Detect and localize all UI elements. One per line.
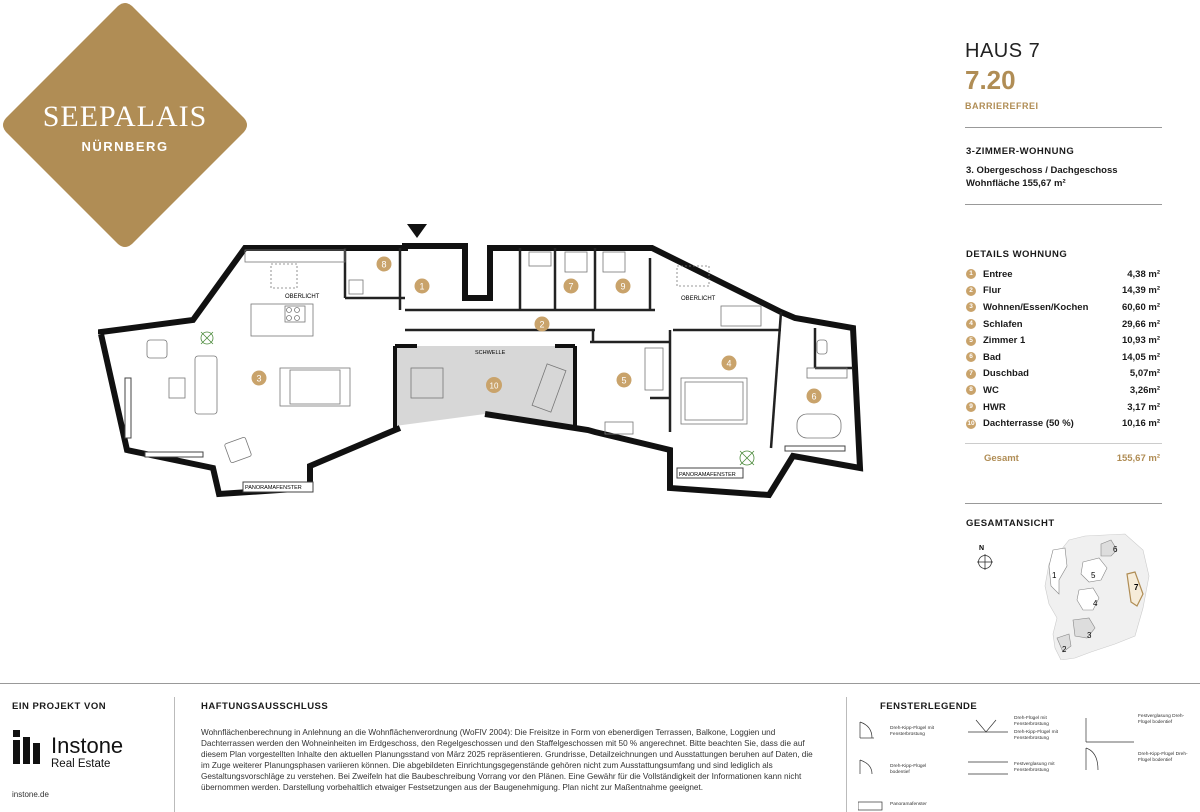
building-label: 7 [1134, 583, 1139, 592]
legend-item: Dreh-Kipp-Flügel bodentief [890, 764, 927, 775]
plan-room-8: 8 [381, 259, 387, 270]
window-legend [858, 712, 1198, 812]
logo-title: SEEPALAIS [42, 100, 208, 133]
room-row [966, 332, 1160, 349]
room-number-badge: 3 [966, 302, 976, 312]
room-number-badge: 9 [966, 402, 976, 412]
room-row [966, 366, 1160, 383]
compass-icon [977, 545, 993, 570]
site-overview-map [965, 530, 1165, 660]
logo-city: NÜRNBERG [81, 139, 169, 154]
building-label: 4 [1093, 599, 1098, 608]
project-heading: EIN PROJEKT VON [12, 701, 107, 712]
room-number-badge: 8 [966, 385, 976, 395]
room-name: Duschbad [983, 368, 1029, 380]
room-size: 60,60 m² [1121, 301, 1160, 313]
unit-number: 7.20 [965, 65, 1016, 95]
room-size: 3,17 m² [1127, 401, 1160, 413]
room-size: 10,93 m² [1121, 335, 1160, 347]
entrance-arrow-icon [407, 224, 427, 238]
room-number-badge: 10 [967, 419, 975, 427]
room-row [966, 283, 1160, 300]
legend-item: Dreh-Kipp-Flügel mit Fensterbrüstung [890, 726, 934, 737]
company-url[interactable]: instone.de [12, 790, 49, 799]
room-name: Dachterrasse (50 %) [983, 418, 1074, 430]
overview-heading: GESAMTANSICHT [966, 518, 1055, 529]
plan-room-5: 5 [621, 375, 627, 386]
footer-divider [174, 697, 175, 812]
instone-logo-icon [12, 729, 42, 765]
total-label: Gesamt [984, 453, 1019, 464]
total-value: 155,67 m² [1116, 453, 1160, 464]
building-label: 6 [1113, 545, 1118, 554]
room-name: WC [983, 384, 999, 396]
plan-room-9: 9 [620, 281, 626, 292]
divider [965, 503, 1162, 504]
room-name: Bad [983, 351, 1001, 363]
unit-header [965, 40, 1160, 111]
room-row [966, 316, 1160, 333]
seepalais-logo [0, 0, 250, 250]
room-number-badge: 4 [966, 319, 976, 329]
room-name: Entree [983, 268, 1013, 280]
panorama-label: PANORAMAFENSTER [245, 485, 302, 491]
room-number-badge: 1 [966, 269, 976, 279]
legend-item: Festverglasung Dreh-Flügel bodentief [1138, 714, 1185, 725]
room-size: 29,66 m² [1121, 318, 1160, 330]
room-number-badge: 6 [966, 352, 976, 362]
room-row [966, 266, 1160, 283]
liability-heading: HAFTUNGSAUSSCHLUSS [201, 701, 329, 712]
plan-room-4: 4 [726, 358, 732, 369]
legend-item: Dreh-Flügel mit Fensterbrüstung [1014, 716, 1049, 727]
living-furniture [147, 250, 350, 463]
plan-room-6: 6 [811, 391, 817, 402]
room-number-badge: 5 [966, 336, 976, 346]
room-size: 3,26m² [1129, 384, 1160, 396]
room-name: Wohnen/Essen/Kochen [983, 301, 1089, 313]
legend-item: Dreh-Kipp-Flügel Dreh-Flügel bodentief [1138, 752, 1188, 763]
divider [965, 204, 1162, 205]
room-row [966, 299, 1160, 316]
room-number-badge: 2 [966, 286, 976, 296]
skylight-label: OBERLICHT [681, 296, 716, 302]
room-row [966, 415, 1160, 432]
accessibility-label: BARRIEREFREI [965, 101, 1039, 111]
north-label: N [979, 545, 985, 552]
details-heading: DETAILS WOHNUNG [966, 249, 1068, 260]
floor-plan [95, 218, 885, 518]
unit-floor: 3. Obergeschoss / Dachgeschoss [966, 165, 1118, 176]
room-row [966, 382, 1160, 399]
plan-room-7: 7 [568, 281, 574, 292]
total-row [984, 453, 1160, 464]
building-label: 1 [1052, 571, 1057, 580]
plan-room-3: 3 [256, 373, 262, 384]
plan-room-1: 1 [419, 281, 425, 292]
room-size: 14,39 m² [1121, 285, 1160, 297]
room-name: Schlafen [983, 318, 1023, 330]
threshold-label: SCHWELLE [475, 350, 506, 356]
footer-divider [0, 683, 1200, 684]
legend-item: Festverglasung mit Fensterbrüstung [1014, 762, 1055, 773]
skylight-label: OBERLICHT [285, 294, 320, 300]
room-number-badge: 7 [966, 369, 976, 379]
legend-item: Dreh-Kipp-Flügel mit Fensterbrüstung [1014, 730, 1058, 741]
room-row [966, 349, 1160, 366]
legend-heading: FENSTERLEGENDE [880, 701, 978, 712]
building-label: 2 [1062, 645, 1067, 654]
room-name: HWR [983, 401, 1006, 413]
room-size: 10,16 m² [1121, 418, 1160, 430]
room-size: 4,38 m² [1127, 268, 1160, 280]
room-row [966, 399, 1160, 416]
footer-divider [846, 697, 847, 812]
unit-type: 3-ZIMMER-WOHNUNG [966, 146, 1075, 157]
company-subtitle: Real Estate [51, 758, 111, 770]
plan-room-10: 10 [489, 381, 499, 391]
panorama-label: PANORAMAFENSTER [679, 472, 736, 478]
room-name: Zimmer 1 [983, 335, 1026, 347]
company-name: Instone [51, 733, 124, 758]
room-size: 14,05 m² [1121, 351, 1160, 363]
unit-area: Wohnfläche 155,67 m² [966, 178, 1066, 189]
haus-label: HAUS 7 [965, 40, 1041, 62]
building-label: 3 [1087, 631, 1092, 640]
plan-room-2: 2 [539, 319, 545, 330]
room-list [966, 266, 1160, 432]
liability-text: Wohnflächenberechnung in Anlehnung an die Wohnflächenverordnung (WoFlV 2004): Die Freisitze in Form von ebenerdigen Terrassen, Balkone, Loggien und Dachterrassen werden den Wohneinheiten im Erdgeschoss, den Regelgeschossen und den Staffelgeschossen mit 50 % angerechnet. Bitte beachten Sie, dass die auf diesem Plan vorgestellten Inhalte den aktuellen Planungsstand von März 2025 repräsentieren. Grundrisse, Detailzeichnungen und Ausstattungen beruhen auf Daten, die im Zuge weiterer Planungsphasen variieren können. Die abgebildeten Einrichtungsgegenstände gehören nicht zum Ausstattungsumfang und sind lediglich als Gestaltungsvorschläge zu verstehen. Bei Zweifeln hat die Baubeschreibung Vorrang vor den Plänen. Eine Gewähr für die Vollständigkeit der Informationen kann nicht übernommen werden. Darstellung vorbehaltlich etwaiger Festsetzungen aus der Baugenehmigung. Plan nicht zur Maßentnahme geeignet. [201, 728, 813, 792]
building-label: 5 [1091, 571, 1096, 580]
room-size: 5,07m² [1129, 368, 1160, 380]
room-name: Flur [983, 285, 1001, 297]
divider [965, 127, 1162, 128]
divider [965, 443, 1162, 444]
legend-item: Panoramafenster [890, 802, 927, 807]
